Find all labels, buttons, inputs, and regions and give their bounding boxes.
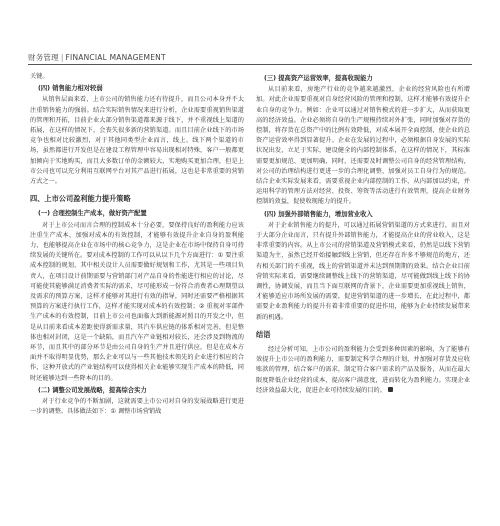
- strategy-1-text: 对于上市公司而言合理的控制成本十分必要，要保持良好的盈利能力应该注重生产成本，加强对成本的有效控制，才能够有效提升企业自身的盈利能力，也能够提高企业在市场中的核心竞争力，这是企业在市场中保持自身可持续发展的关键所在。要对成本控制的工作可以从以下几个方面进行：① 要注重成本控制的规划，其中相关设计人员需要做好规划和工作，尤其是一些项目负责人，在项目设计前期需要与营销部门对产品自身的性能进行相应的讨论，尽可能使其能够满足消费者实际的需求，尽可能形成一份符合消费者心理期望以及需求的预算方案，这样才能够对其进行有效的指导，同时还需要严格根据其预算的方案进行执行工作，这样才能实现对成本的有效控制；② 重视对零部件生产成本的有效控制，目前上市公司也面临大到新能源对照目的开发之中，但是从目前来看成本差距使得新需求量，其汽车供应链的体系相对完善，但是整体也相对封闭，这是一个缺陷，而且汽车产业链相对较长，还会涉及到物流的环节，而且其中的部分环节是由公司自身的生产并且进行供应，但是在成本方面并不取得明显优势，那么企业可以与一些其他技术领先的企业进行相应的合作，这种开放式的产业链结构可以使得相关企业能够实现生产成本的降低，同时还能够达到一些降本的目的。: [30, 221, 244, 382]
- header-title-en: FINANCIAL MANAGEMENT: [65, 53, 166, 62]
- strategy-3-text: 从目前来看，房地产行业的竞争越来越激烈，企业的经营风险也有所增加。对此企业需要重视对自身经营风险的管理和控制，这样才能够有效提升企业自身的竞争力。例如：企业可以通过对销售模式的进一步扩大，从而获取更高的经济效益。企业必须将自身的生产规模持续对外扩张，同时加强对存货的控制，将存货在总资产中的比例有效降低，对成本展开全面控制，使企业的总资产运营效率得到显著提升。企业在发展的过程中，必须根据自身发展的实际状况出发，立足于实际，建设健全的内部控制体系，在这样的情况下，其标准需要更加规范、更加明确，同时，还需要及时调整公司自身的经营管理结构，对公司的治理结构进行更进一步的合理化调整，加强对员工自身行为的规范。结合企业实际发展来看，需要重视企业内部控制的工作，从内部加以约束，并运用科学的管理方法对经营、投资、筹资等活动进行有效管理，提高企业财务控制的效益，促使收现能力的提升。: [256, 86, 470, 206]
- header-separator: |: [60, 53, 64, 62]
- header-rule: [28, 64, 472, 65]
- strategy-4-heading: (四) 加强外部销售能力，增加营业收入: [264, 210, 373, 218]
- running-header: [28, 52, 166, 63]
- main-heading: 四、上市公司盈利能力提升策略: [30, 194, 131, 204]
- end-mark-icon: [388, 387, 393, 392]
- strategy-2-heading: (二) 调整公司发展战略，提高综合实力: [38, 386, 147, 394]
- conclusion-heading: 结语: [256, 329, 271, 339]
- header-title-cn: 财务管理: [28, 53, 59, 62]
- strategy-2-text: 对于行业竞争的不断加剧，这就需要上市公司对自身的发展战略进行更进一步的调整。具体做法如下：① 调整市场营销战: [30, 398, 244, 416]
- intro-line: 关键。: [30, 73, 49, 80]
- right-column: [256, 72, 470, 396]
- strategy-4-text: 对于企业销售能力的提升，可以通过拓展营销渠道的方式来进行，而且对于大部分企业而言，只有提升外部销售能力，才能提高企业的营业收入，这是非常重要的内容。从上市公司的营销渠道及营销模式来看，仍然是以线下营销渠道为主，虽然已经开始接触到线上营销，但还存在许多不够规范的地方，还有相关部门的不重视，线上的营销渠道并未达到预期期的效果。结合企业目前营销实际来看，需要继续调整线上线下的营销渠道，尽可能做到线上线下的协调性，协调发展，而且当下面互联网的背景下，企业需要更加重视线上销售，才能够适应市场所发展的需要，促进营销渠道的进一步增长，在此过程中，都需要企业盈利能力的提升有着非常重要的促进作用，能够为企业持续发展带来新的机遇。: [256, 221, 470, 321]
- conclusion-text: 经过分析可知，上市公司的盈利能力会受到多种因素的影响，为了能够有效提升上市公司的盈利能力，需要制定科学合理的计划，并加强对存货及应收账款的管理，结合客户的需求，制定符合客户需求的产品及服务，从而在最大限度降低企业经营的成本，提高客户满意度，进而转化为盈利能力。实现企业经济效益最大化，促进企业可持续发展的目的。: [256, 346, 470, 394]
- strategy-3-heading: (三) 提高资产运营效率，提高收现能力: [264, 75, 373, 82]
- left-column: [30, 72, 244, 418]
- strategy-1-heading: (一) 合理控制生产成本，做好资产配置: [38, 210, 147, 218]
- conclusion-text-wrap: [256, 345, 470, 396]
- section-4-heading: (四) 销售能力相对较弱: [38, 85, 103, 93]
- section-4-text: 从销售层面来看，上市公司的销售能力还有待提升，而且公司本身并不太注重销售能力的强弱。结合实际销售情况来进行分析，企业需要重视销售渠道的管理和开拓，目前企业大部分销售渠道都来源于线下，并不重视线上渠道的拓展，在这样的情况下，会丧失很多新的营销渠道。而且目前企业线下的市场竞争也相对比较激烈，对于其他同类型企业而言，线上、线下两个渠道的市场，虽然都进行开发但是在建设工程管理中容易出现相对特殊，客户一般都更加倾向于实地购买，而且大多数订单的金额较大，实地购买更加合理，但是上市公司也可以充分利用互联网平台对其产品进行拓展，这也是非常重要的营销方式之一。: [30, 96, 244, 186]
